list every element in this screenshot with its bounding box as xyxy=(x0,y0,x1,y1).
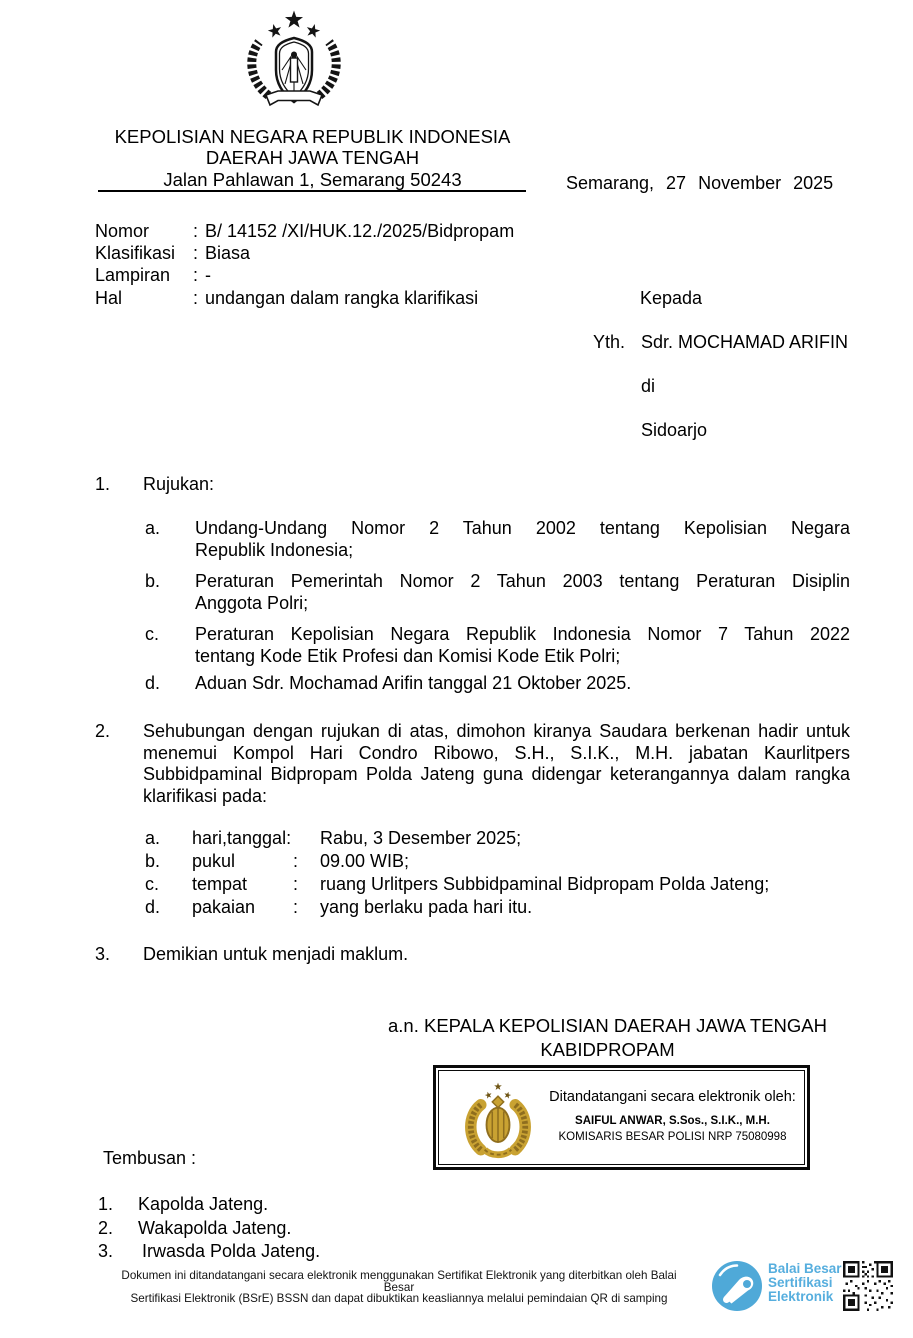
tembusan-3-number: 3. xyxy=(98,1241,114,1261)
meta-label: Lampiran xyxy=(95,265,171,285)
text-line: Republik Indonesia; xyxy=(195,539,354,560)
recipient-kepada: Kepada xyxy=(640,288,703,308)
tembusan-title: Tembusan : xyxy=(103,1148,197,1168)
footer-disclaimer xyxy=(109,1270,689,1305)
item2-paragraph xyxy=(143,721,850,807)
item1a-text xyxy=(195,518,850,561)
meta-row-klasifikasi xyxy=(95,243,250,264)
meta-label: Hal xyxy=(95,288,123,308)
meta-separator: : xyxy=(193,288,199,308)
text-line: Peraturan Pemerintah Nomor 2 Tahun 2003 tentang Peraturan Disiplin xyxy=(195,571,850,591)
bsre-label-line: Sertifikasi xyxy=(768,1275,833,1290)
meta-row-nomor xyxy=(95,221,514,242)
meta-label: Nomor xyxy=(95,221,150,241)
item1a-letter: a. xyxy=(145,518,161,538)
stamp-signed-by-text: Ditandatangani secara elektronik oleh: xyxy=(549,1089,796,1105)
text-line: klarifikasi pada: xyxy=(143,785,268,806)
item1-number: 1. xyxy=(95,474,111,494)
meta-separator: : xyxy=(193,221,199,241)
detail-d-colon: : xyxy=(293,897,299,917)
recipient-yth: Yth. xyxy=(593,332,626,352)
polri-emblem-icon xyxy=(230,8,358,118)
place-date: Semarang, 27 November 2025 xyxy=(566,173,834,193)
disclaimer-line: Sertifikasi Elektronik (BSrE) BSSN dan dapat dibuktikan keasliannya melalui pemindaian QR di samping xyxy=(130,1291,668,1305)
detail-c-colon: : xyxy=(293,874,299,894)
text-line: Subbidpaminal Bidpropam Polda Jateng guna didengar keterangannya dalam rangka xyxy=(143,764,850,785)
text-line: Aduan Sdr. Mochamad Arifin tanggal 21 Oktober 2025. xyxy=(195,673,632,693)
signature-stamp-box xyxy=(433,1065,810,1170)
meta-row-lampiran xyxy=(95,265,211,286)
signature-an-line: a.n. KEPALA KEPOLISIAN DAERAH JAWA TENGAH xyxy=(387,1015,827,1036)
text-line: Undang-Undang Nomor 2 Tahun 2002 tentang Kepolisian Negara xyxy=(195,518,850,538)
item1c-text xyxy=(195,624,850,667)
meta-value: B/ 14152 /XI/HUK.12./2025/Bidpropam xyxy=(205,221,515,241)
stamp-signer-rank: KOMISARIS BESAR POLISI NRP 75080998 xyxy=(558,1131,787,1143)
bsre-logo-icon xyxy=(710,1259,764,1313)
letterhead-org-line2: DAERAH JAWA TENGAH xyxy=(205,147,420,168)
item1b-letter: b. xyxy=(145,571,161,591)
signature-position: KABIDPROPAM xyxy=(540,1039,675,1060)
text-line: Peraturan Kepolisian Negara Republik Indonesia Nomor 7 Tahun 2022 xyxy=(195,624,850,644)
detail-a-value: Rabu, 3 Desember 2025; xyxy=(320,828,522,848)
tembusan-3-text: Irwasda Polda Jateng. xyxy=(142,1241,321,1261)
detail-a-label: hari,tanggal: xyxy=(192,828,292,848)
item3-text: Demikian untuk menjadi maklum. xyxy=(143,944,409,964)
meta-value: - xyxy=(205,265,211,285)
polri-gold-emblem-icon xyxy=(459,1079,537,1165)
recipient-di: di xyxy=(641,376,656,396)
tembusan-1-number: 1. xyxy=(98,1194,114,1214)
text-line: menemui Kompol Hari Condro Ribowo, S.H., S.I.K., M.H. jabatan Kaurlitpers xyxy=(143,742,850,763)
item1d-text xyxy=(195,673,850,695)
tembusan-2-number: 2. xyxy=(98,1218,114,1238)
meta-separator: : xyxy=(193,265,199,285)
detail-b-letter: b. xyxy=(145,851,161,871)
detail-c-value: ruang Urlitpers Subbidpaminal Bidpropam Polda Jateng; xyxy=(320,874,770,894)
detail-a-letter: a. xyxy=(145,828,161,848)
letterhead-org-line1: KEPOLISIAN NEGARA REPUBLIK INDONESIA xyxy=(114,126,511,147)
meta-value: Biasa xyxy=(205,243,251,263)
stamp-signer-name: SAIFUL ANWAR, S.Sos., S.I.K., M.H. xyxy=(575,1115,770,1127)
detail-c-label: tempat xyxy=(192,874,248,894)
bsre-label xyxy=(768,1262,842,1304)
item1-title: Rujukan: xyxy=(143,474,215,494)
meta-row-hal xyxy=(95,288,478,309)
tembusan-1-text: Kapolda Jateng. xyxy=(138,1194,269,1214)
tembusan-2-text: Wakapolda Jateng. xyxy=(138,1218,292,1238)
meta-label: Klasifikasi xyxy=(95,243,176,263)
detail-d-letter: d. xyxy=(145,897,161,917)
text-line: tentang Kode Etik Profesi dan Komisi Kode Etik Polri; xyxy=(195,645,621,666)
qr-code-icon xyxy=(843,1261,893,1311)
letterhead-address: Jalan Pahlawan 1, Semarang 50243 xyxy=(163,169,462,190)
item2-number: 2. xyxy=(95,721,111,741)
text-line: Anggota Polri; xyxy=(195,592,309,613)
text-line: Sehubungan dengan rujukan di atas, dimohon kiranya Saudara berkenan hadir untuk xyxy=(143,721,850,741)
stamp-inner-border xyxy=(438,1070,805,1165)
meta-value: undangan dalam rangka klarifikasi xyxy=(205,288,479,308)
bsre-label-line: Elektronik xyxy=(768,1289,834,1304)
detail-b-value: 09.00 WIB; xyxy=(320,851,410,871)
detail-b-label: pukul xyxy=(192,851,236,871)
item1b-text xyxy=(195,571,850,614)
item1c-letter: c. xyxy=(145,624,160,644)
item3-number: 3. xyxy=(95,944,111,964)
meta-separator: : xyxy=(193,243,199,263)
detail-d-value: yang berlaku pada hari itu. xyxy=(320,897,533,917)
letterhead-rule xyxy=(98,190,526,192)
detail-d-label: pakaian xyxy=(192,897,256,917)
signature-heading xyxy=(340,1014,875,1062)
recipient-name: Sdr. MOCHAMAD ARIFIN xyxy=(641,332,849,352)
item1d-letter: d. xyxy=(145,673,161,693)
bsre-label-line: Balai Besar xyxy=(768,1261,842,1276)
detail-c-letter: c. xyxy=(145,874,160,894)
disclaimer-line: Dokumen ini ditandatangani secara elektronik menggunakan Sertifikat Elektronik yang diterbitkan oleh Balai Besar xyxy=(121,1268,677,1294)
recipient-city: Sidoarjo xyxy=(641,420,708,440)
detail-b-colon: : xyxy=(293,851,299,871)
